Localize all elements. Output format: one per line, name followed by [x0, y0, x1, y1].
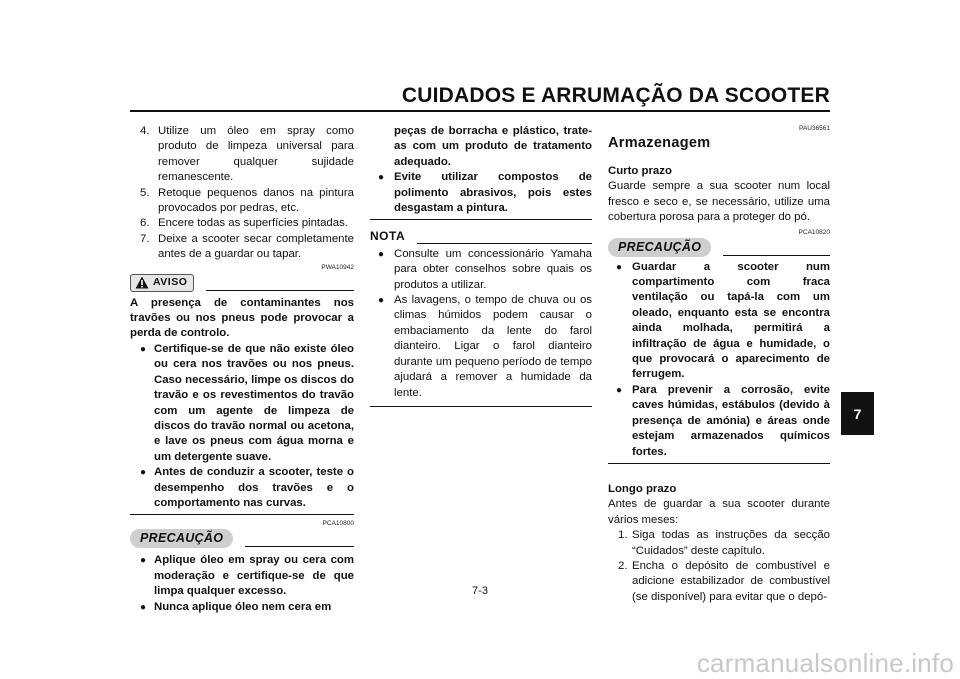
- column-1: [130, 124, 354, 615]
- warning-label: AVISO: [153, 275, 188, 288]
- bullet-icon: ●: [378, 172, 385, 184]
- caution-code: PCA10820: [798, 228, 830, 236]
- note-end-rule: [370, 406, 592, 407]
- section-title: Armazenagem: [608, 135, 711, 151]
- caution-rule: [245, 546, 354, 547]
- header-rule: [130, 110, 830, 112]
- caution-rule: [723, 255, 830, 256]
- caution-end-rule: [608, 463, 830, 464]
- subsection-title-long: Longo prazo: [608, 482, 677, 495]
- warning-badge: [130, 274, 194, 292]
- warning-end-rule: [130, 514, 354, 515]
- warning-header: [130, 274, 354, 292]
- caution-header: [608, 237, 830, 257]
- caution-bullet: ● Evite utilizar compostos de polimento abrasivos, pois estes desgastam a pintura.: [370, 170, 592, 216]
- step-item: 4. Utilize um óleo em spray como produto de limpeza universal para remover qualquer sujidade remanescente.: [140, 125, 354, 184]
- chapter-title: CUIDADOS E ARRUMAÇÃO DA SCOOTER: [401, 84, 830, 107]
- bullet-icon: ●: [140, 467, 147, 479]
- bullet-icon: ●: [378, 248, 385, 260]
- warning-rule: [206, 290, 354, 291]
- bullet-icon: ●: [616, 261, 623, 273]
- chapter-tab: 7: [841, 392, 874, 435]
- step-item: 2. Encha o depósito de combustível e adicione estabilizador de combustível (se disponível) para evitar que o depó-: [618, 559, 830, 603]
- bullet-icon: ●: [378, 295, 385, 307]
- note-label: NOTA: [370, 229, 406, 244]
- long-term-text: Antes de guardar a sua scooter durante vários meses:: [608, 498, 830, 526]
- step-item: 1. Siga todas as instruções da secção “Cuidados” deste capítulo.: [618, 529, 830, 557]
- step-item: 6. Encere todas as superfícies pintadas.: [140, 217, 348, 230]
- caution-badge: PRECAUÇÃO: [130, 529, 233, 548]
- bullet-icon: ●: [140, 555, 147, 567]
- caution-badge: PRECAUÇÃO: [608, 238, 711, 257]
- page-number: 7-3: [472, 585, 488, 597]
- note-bullet: ● Consulte um concessionário Yamaha para obter conselhos sobre quais os produtos a utilizar.: [370, 247, 592, 293]
- short-term-text: Guarde sempre a sua scooter num local fresco e seco e, se necessário, utilize uma cobertura porosa para a proteger do pó.: [608, 180, 830, 224]
- column-2: [370, 124, 592, 407]
- subsection-title-short: Curto prazo: [608, 165, 672, 177]
- section-code: PAU36561: [799, 125, 830, 132]
- note-rule: [417, 243, 592, 244]
- step-item: 5. Retoque pequenos danos na pintura provocados por pedras, etc.: [140, 186, 354, 215]
- column-3: [608, 124, 830, 605]
- warning-code: PWA10942: [321, 263, 354, 271]
- bullet-icon: ●: [616, 384, 623, 396]
- note-bullet: ● As lavagens, o tempo de chuva ou os climas húmidos podem causar o embaciamento da lente do farol dianteiro. Ligar o farol dianteiro durante um pequeno período de tempo ajudará a remover a humidade da lente.: [370, 293, 592, 401]
- note-header: [370, 229, 592, 244]
- watermark: carmanualsonline.info: [696, 648, 954, 678]
- caution-header: [130, 528, 354, 548]
- caution-code: PCA10800: [322, 520, 354, 528]
- bullet-icon: ●: [140, 343, 147, 355]
- warning-bullet: ● Certifique-se de que não existe óleo ou cera nos travões ou nos pneus. Caso necessário, limpe os discos do travão e os revestimentos do travão com um agente de limpeza de discos do travão normal ou acetona, e lave os pneus com água morna e um detergente suave.: [130, 342, 354, 465]
- caution-end-rule: [370, 219, 592, 220]
- bullet-icon: ●: [140, 601, 147, 613]
- caution-bullet: ● Guardar a scooter num compartimento com fraca ventilação ou tapá-la com um oleado, enquanto esta se encontra ainda molhada, permitirá a infiltração de água e humidade, o que provocará o aparecimento de ferrugem.: [608, 260, 830, 383]
- warning-triangle-icon: [135, 276, 149, 289]
- caution-bullet: ● Para prevenir a corrosão, evite caves húmidas, estábulos (devido à presença de amónia) e áreas onde estejam armazenados químicos fortes.: [608, 383, 830, 460]
- caution-continuation: peças de borracha e plástico, trate-as com um produto de tratamento adequado.: [394, 125, 592, 168]
- warning-bullet: ● Antes de conduzir a scooter, teste o desempenho dos travões e o comportamento nas curvas.: [130, 465, 354, 511]
- warning-lead: A presença de contaminantes nos travões ou nos pneus pode provocar a perda de controlo.: [130, 296, 354, 340]
- caution-bullet: ● Nunca aplique óleo nem cera em: [130, 600, 354, 615]
- step-item: 7. Deixe a scooter secar completamente antes de a guardar ou tapar.: [140, 232, 354, 261]
- caution-bullet: ● Aplique óleo em spray ou cera com moderação e certifique-se de que limpa qualquer excesso.: [130, 553, 354, 599]
